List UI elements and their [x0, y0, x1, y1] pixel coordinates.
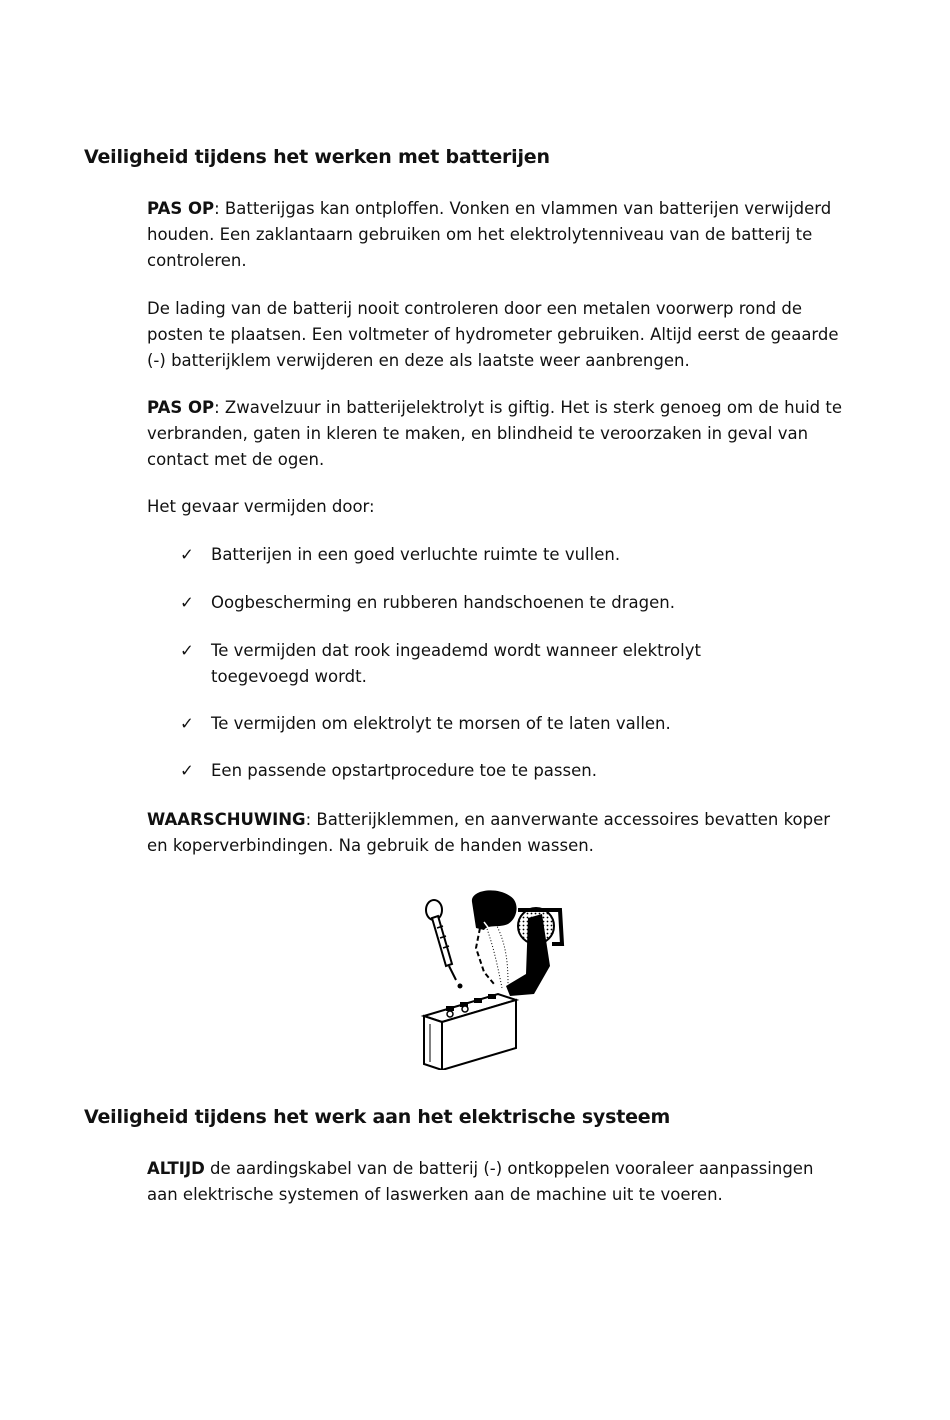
checkmark-icon: ✓ — [180, 714, 194, 733]
hydrometer-icon — [426, 900, 463, 989]
warning-paragraph-copper — [147, 807, 847, 859]
protected-face-icon — [472, 890, 562, 996]
checklist-item-text: Te vermijden dat rook ingeademd wordt wanneer elektrolyt toegevoegd wordt. — [211, 641, 701, 686]
checklist-item-text: Te vermijden om elektrolyt te morsen of te laten vallen. — [211, 714, 671, 733]
always-label: ALTIJD — [147, 1159, 205, 1178]
paragraph-avoid-danger: Het gevaar vermijden door: — [147, 497, 375, 516]
caution-text: : Zwavelzuur in batterijelektrolyt is giftig. Het is sterk genoeg om de huid te verbranden, gaten in kleren te maken, en blindheid te veroorzaken in geval van contact met de ogen. — [147, 398, 843, 469]
battery-icon — [424, 994, 516, 1070]
checklist-item-text: Een passende opstartprocedure toe te passen. — [211, 761, 597, 780]
caution-label: PAS OP — [147, 398, 215, 417]
checkmark-icon: ✓ — [180, 641, 194, 660]
always-paragraph-ground-cable — [147, 1156, 847, 1208]
caution-text: : Batterijgas kan ontploffen. Vonken en vlammen van batterijen verwijderd houden. Een zaklantaarn gebruiken om het elektrolytenniveau van de batterij te controleren. — [147, 199, 832, 270]
caution-label: PAS OP — [147, 199, 215, 218]
checkmark-icon: ✓ — [180, 593, 194, 612]
checkmark-icon: ✓ — [180, 545, 194, 564]
caution-paragraph-gas — [147, 196, 847, 274]
section-title-batteries: Veiligheid tijdens het werken met batterijen — [84, 146, 550, 168]
always-text: de aardingskabel van de batterij (-) ontkoppelen vooraleer aanpassingen aan elektrische systemen of laswerken aan de machine uit te voeren. — [147, 1159, 814, 1204]
battery-hydrometer-illustration — [410, 888, 570, 1070]
section-title-electrical: Veiligheid tijdens het werk aan het elektrische systeem — [84, 1106, 671, 1128]
warning-text: : Batterijklemmen, en aanverwante accessoires bevatten koper en koperverbindingen. Na gebruik de handen wassen. — [147, 810, 831, 855]
caution-paragraph-acid — [147, 395, 847, 473]
checklist-item-text: Oogbescherming en rubberen handschoenen te dragen. — [211, 593, 675, 612]
paragraph-charge-check: De lading van de batterij nooit controleren door een metalen voorwerp rond de posten te plaatsen. Een voltmeter of hydrometer gebruiken. Altijd eerst de geaarde (-) batterijklem verwijderen en deze als laatste weer aanbrengen. — [147, 299, 839, 370]
checklist-item-text: Batterijen in een goed verluchte ruimte te vullen. — [211, 545, 621, 564]
checkmark-icon: ✓ — [180, 761, 194, 780]
warning-label: WAARSCHUWING — [147, 810, 306, 829]
